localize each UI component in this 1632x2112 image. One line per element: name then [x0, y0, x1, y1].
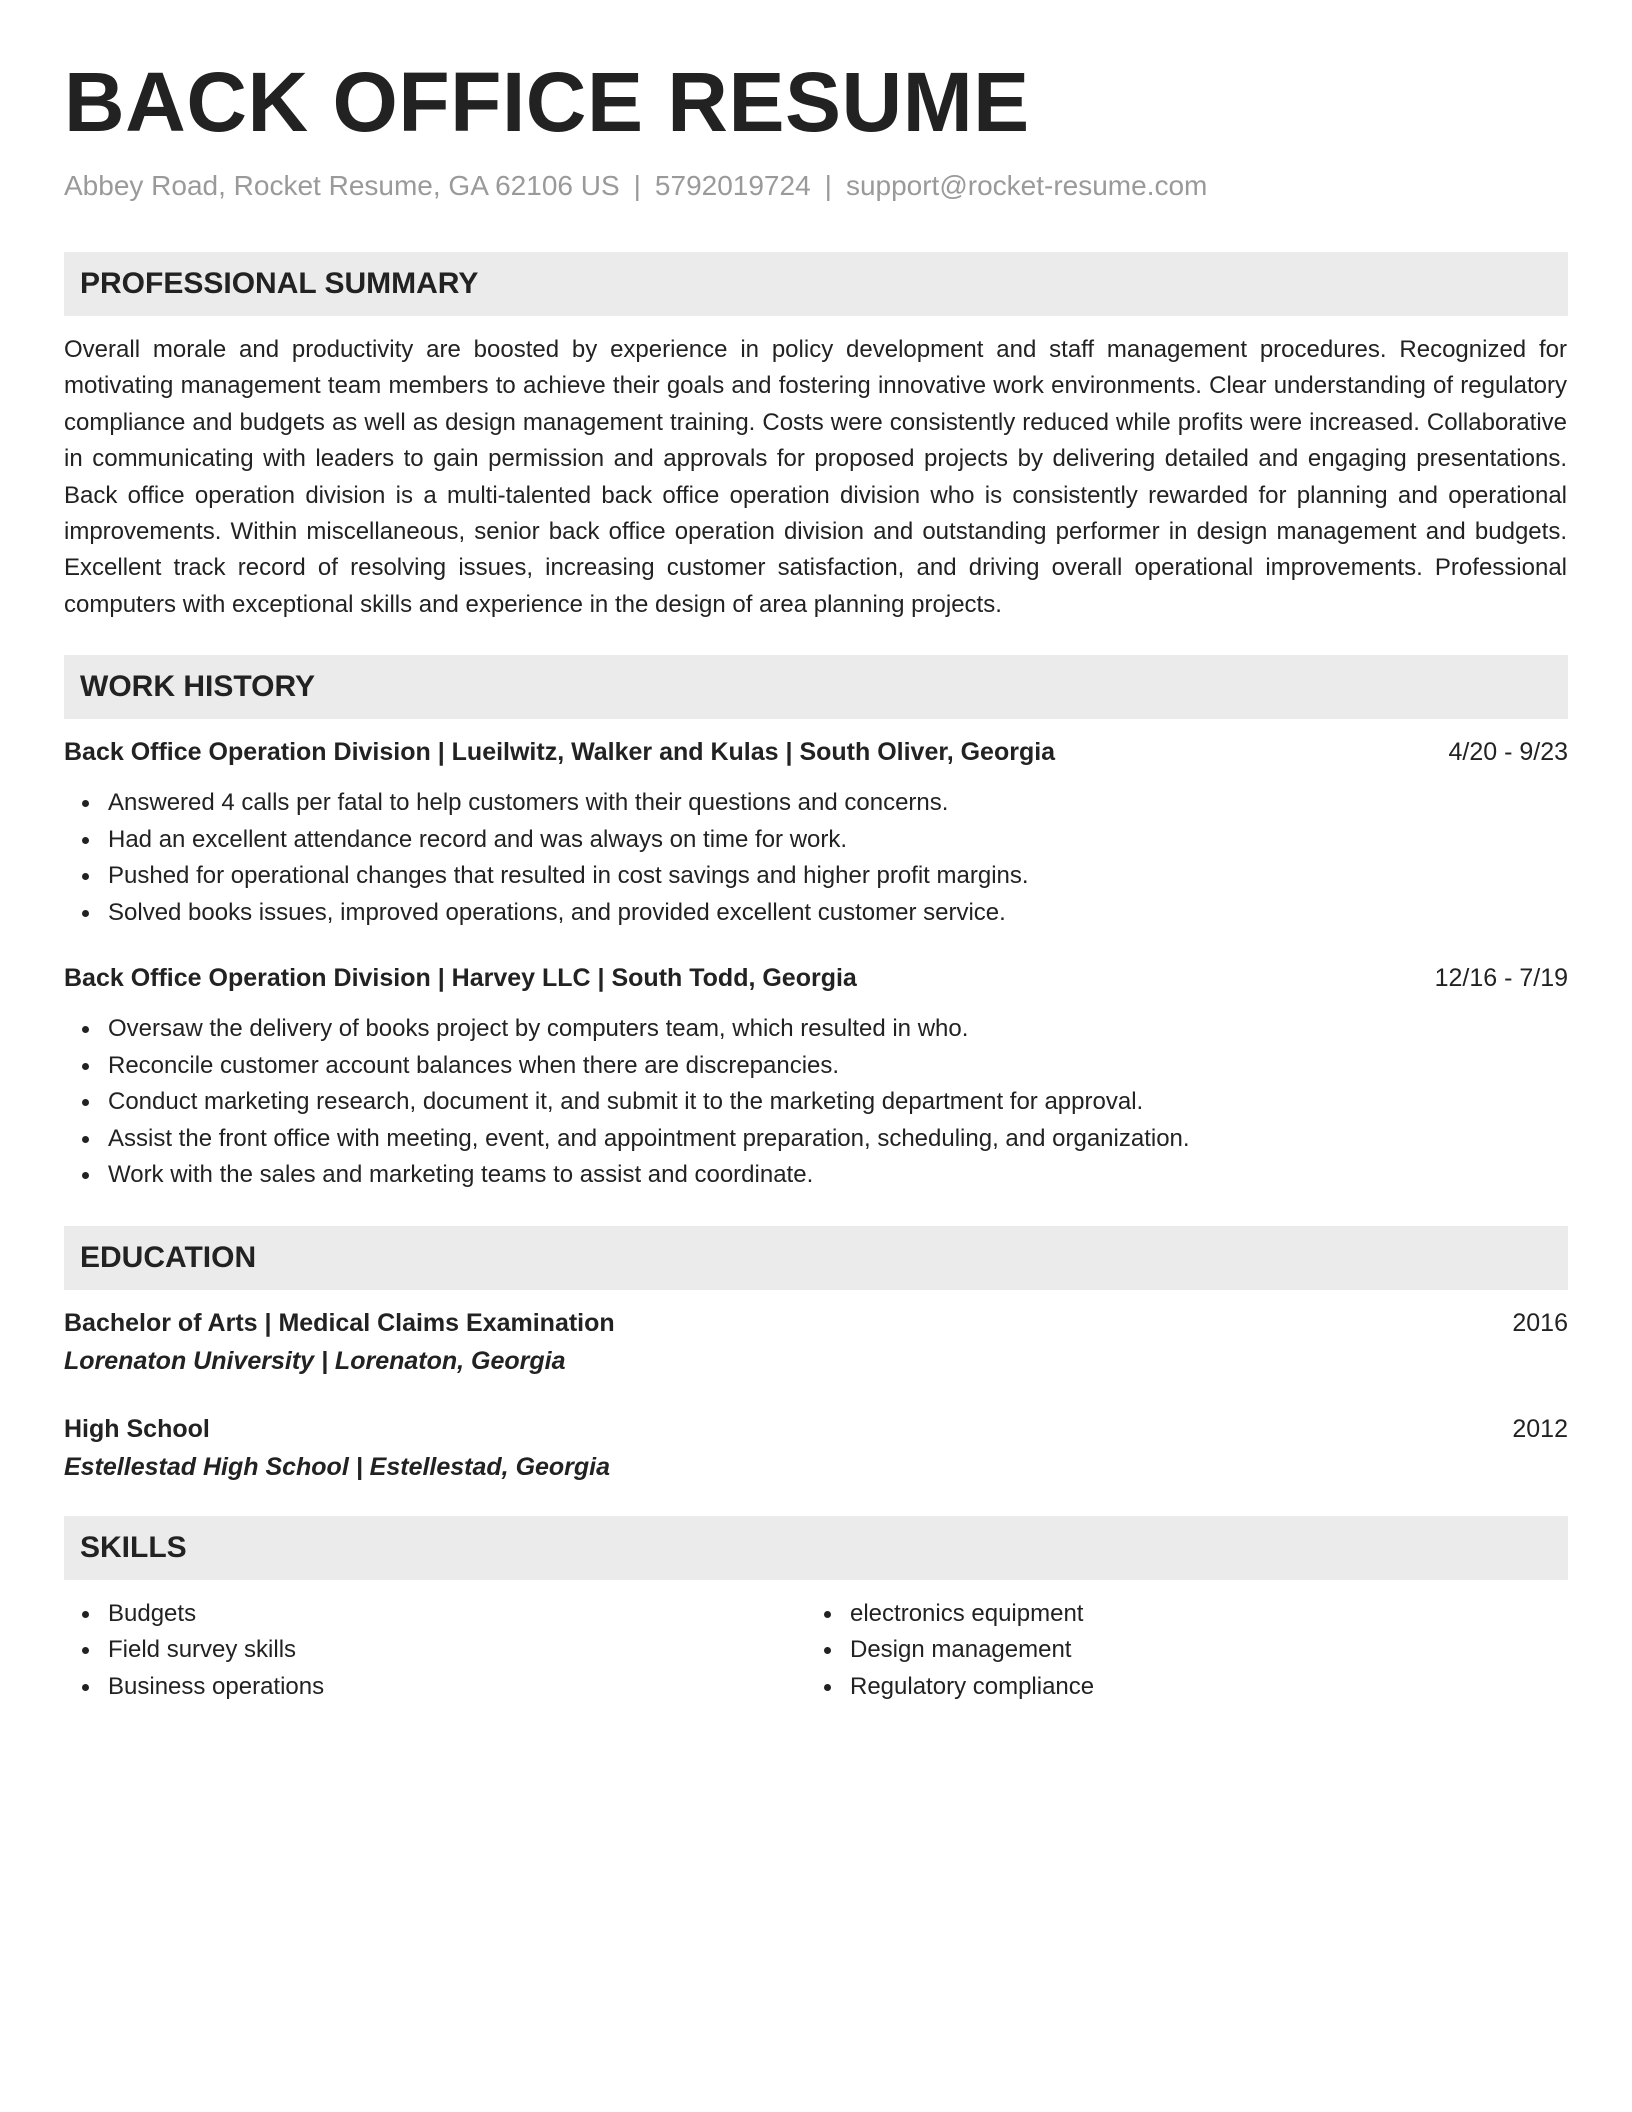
education-entry — [64, 1306, 1568, 1378]
contact-address: Abbey Road, Rocket Resume, GA 62106 US — [64, 170, 620, 201]
job-title: Back Office Operation Division | Lueilwitz, Walker and Kulas | South Oliver, Georgia — [64, 738, 1056, 767]
job-dates: 4/20 - 9/23 — [1448, 738, 1568, 767]
list-item: Oversaw the delivery of books project by computers team, which resulted in who. — [64, 1011, 1568, 1048]
job-bullets — [64, 1011, 1568, 1194]
list-item: Assist the front office with meeting, event, and appointment preparation, scheduling, and organization. — [64, 1121, 1568, 1158]
education-degree: High School — [64, 1414, 210, 1443]
education-header — [64, 1412, 1568, 1446]
contact-line — [64, 168, 1568, 204]
contact-separator: | — [633, 170, 641, 201]
contact-email: support@rocket-resume.com — [845, 170, 1208, 201]
contact-phone: 5792019724 — [654, 170, 811, 201]
skill-item: Business operations — [64, 1669, 806, 1706]
education-year: 2012 — [1512, 1414, 1568, 1443]
list-item: Reconcile customer account balances when there are discrepancies. — [64, 1048, 1568, 1085]
list-item: Pushed for operational changes that resulted in cost savings and higher profit margins. — [64, 858, 1568, 895]
education-header — [64, 1306, 1568, 1340]
job-bullets — [64, 785, 1568, 931]
education-entry — [64, 1412, 1568, 1484]
job-entry — [64, 961, 1568, 1194]
job-title: Back Office Operation Division | Harvey LLC | South Todd, Georgia — [64, 964, 857, 993]
job-header — [64, 961, 1568, 995]
job-entry — [64, 735, 1568, 931]
skills-column-right — [806, 1596, 1548, 1706]
skill-item: Budgets — [64, 1596, 806, 1633]
section-header-summary: PROFESSIONAL SUMMARY — [64, 252, 1568, 316]
summary-text: Overall morale and productivity are boosted by experience in policy development and staff management procedures. Recognized for motivating management team members to achieve their goals and fostering innovative work environments. Clear understanding of regulatory compliance and budgets as well as design management training. Costs were consistently reduced while profits were increased. Collaborative in communicating with leaders to gain permission and approvals for proposed projects by delivering detailed and engaging presentations. Back office operation division is a multi-talented back office operation division who is consistently rewarded for planning and operational improvements. Within miscellaneous, senior back office operation division and outstanding performer in design management and budgets. Excellent track record of resolving issues, increasing customer satisfaction, and driving overall operational improvements. Professional computers with exceptional skills and experience in the design of area planning projects. — [64, 336, 1567, 618]
contact-separator: | — [824, 170, 832, 201]
education-school: Estellestad High School | Estellestad, Georgia — [64, 1452, 611, 1481]
skill-item: Design management — [806, 1632, 1548, 1669]
section-header-work: WORK HISTORY — [64, 655, 1568, 719]
education-year: 2016 — [1512, 1308, 1568, 1337]
resume-title: BACK OFFICE RESUME — [64, 55, 1030, 149]
list-item: Had an excellent attendance record and was always on time for work. — [64, 822, 1568, 859]
education-degree: Bachelor of Arts | Medical Claims Examination — [64, 1308, 615, 1337]
education-school: Lorenaton University | Lorenaton, Georgia — [64, 1346, 566, 1375]
skills-column-left — [64, 1596, 806, 1706]
section-header-education: EDUCATION — [64, 1226, 1568, 1290]
list-item: Work with the sales and marketing teams to assist and coordinate. — [64, 1157, 1568, 1194]
skill-item: Field survey skills — [64, 1632, 806, 1669]
skill-item: Regulatory compliance — [806, 1669, 1548, 1706]
job-header — [64, 735, 1568, 769]
skills-list — [64, 1596, 1568, 1706]
section-header-skills: SKILLS — [64, 1516, 1568, 1580]
list-item: Solved books issues, improved operations, and provided excellent customer service. — [64, 895, 1568, 932]
job-dates: 12/16 - 7/19 — [1434, 964, 1568, 993]
list-item: Answered 4 calls per fatal to help customers with their questions and concerns. — [64, 785, 1568, 822]
skill-item: electronics equipment — [806, 1596, 1548, 1633]
list-item: Conduct marketing research, document it, and submit it to the marketing department for approval. — [64, 1084, 1568, 1121]
